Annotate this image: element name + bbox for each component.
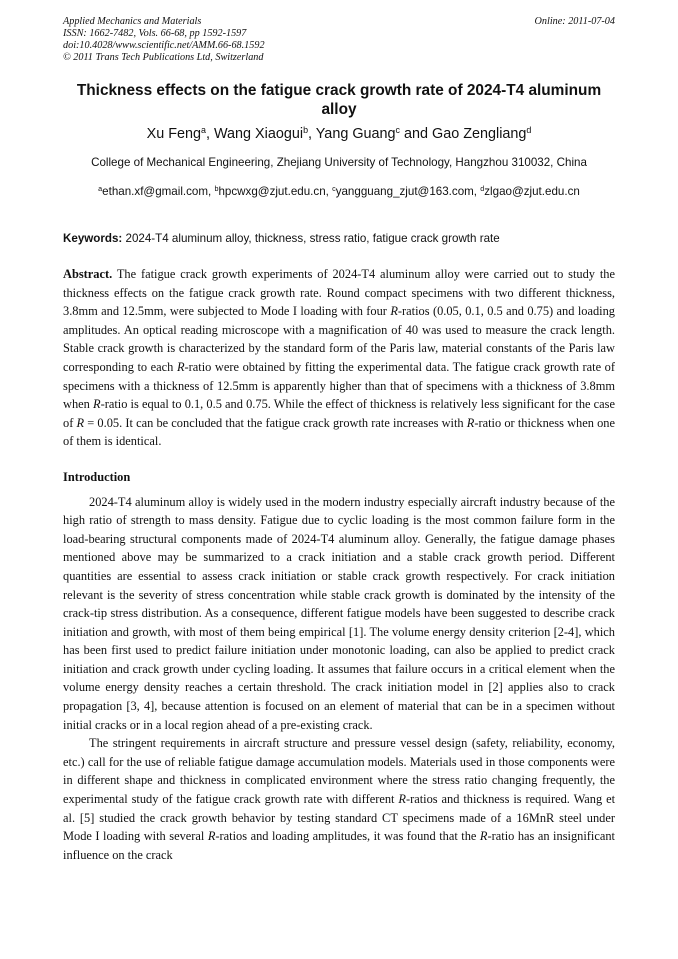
r-symbol: R (466, 415, 475, 430)
r-symbol: R (207, 829, 216, 844)
r-symbol: R (479, 829, 488, 844)
doi-line: doi:10.4028/www.scientific.net/AMM.66-68.1592 (63, 40, 265, 51)
author-name: Gao Zengliang (432, 126, 527, 142)
author-list (63, 125, 615, 143)
email-address[interactable]: yangguang_zjut@163.com (335, 185, 474, 198)
email-address[interactable]: zlgao@zjut.edu.cn (484, 185, 580, 198)
r-symbol: R (76, 415, 85, 430)
paper-body (63, 265, 615, 864)
email-separator: , (325, 185, 333, 198)
r-symbol: R (176, 359, 185, 374)
intro-text: The stringent requirements in aircraft structure and pressure vessel design (safety, reliability, economy, etc.) call for the use of reliable fatigue damage accumulation models. Materials used in those components were in different shape and thickness in complicated environment where the stress ratio changing frequently, the experimental study of the fatigue crack growth rate with different (63, 736, 615, 807)
keywords (63, 231, 615, 246)
abstract-label: Abstract. (63, 267, 113, 281)
author-and: and (399, 126, 432, 142)
r-symbol: R (398, 792, 406, 807)
section-heading-introduction: Introduction (63, 469, 131, 484)
issn-line: ISSN: 1662-7482, Vols. 66-68, pp 1592-1597 (63, 28, 247, 39)
r-symbol: R (92, 397, 101, 412)
email-sup: b (214, 184, 219, 194)
abstract-text: The fatigue crack growth experiments of 2024-T4 aluminum alloy were carried out to study the thickness effects on the fatigue crack growth rate. Round compact specimens with two different thickness, 3.8mm and 12.5mm, were subjected to Mode I loading with four (63, 267, 615, 319)
intro-text: -ratio has an insignificant influence on the crack (63, 829, 615, 862)
email-address[interactable]: hpcwxg@zjut.edu.cn (218, 185, 326, 198)
abstract-text: -ratios (0.05, 0.1, 0.5 and 0.75) and loading amplitudes. An optical reading microscope with a magnification of 40 was used to measure the crack length. Stable crack growth is characterized by the standard form of the Paris law, material constants of the Paris law corresponding to each (63, 304, 615, 374)
abstract-text: -ratio is equal to 0.1, 0.5 and 0.75. While the effect of thickness is relatively less significant for the case of (63, 397, 615, 430)
copyright-line: © 2011 Trans Tech Publications Ltd, Switzerland (63, 52, 264, 63)
email-list (63, 184, 615, 199)
keywords-text: 2024-T4 aluminum alloy, thickness, stress ratio, fatigue crack growth rate (125, 232, 500, 245)
abstract-text: = 0.05. It can be concluded that the fatigue crack growth rate increases with (84, 415, 467, 430)
abstract-text: -ratio or thickness when one of them is identical. (63, 415, 616, 449)
abstract (63, 265, 615, 451)
journal-header (63, 16, 615, 64)
online-date: Online: 2011-07-04 (534, 16, 615, 27)
author-sup: d (526, 125, 532, 136)
keywords-label: Keywords: (63, 232, 123, 245)
email-sup: a (98, 184, 103, 194)
email-sup: d (480, 184, 485, 194)
author-name: Xu Feng (146, 126, 202, 142)
author-separator: , (308, 126, 316, 142)
journal-name: Applied Mechanics and Materials (63, 16, 202, 27)
author-sup: b (303, 125, 309, 136)
email-sup: c (332, 184, 336, 194)
email-separator: , (208, 185, 215, 198)
intro-text: -ratios and loading amplitudes, it was found that the (215, 829, 480, 844)
intro-paragraph-1: 2024-T4 aluminum alloy is widely used in the modern industry especially aircraft industry because of the high ratio of strength to mass density. Fatigue due to cyclic loading is the most common failure form in the load-bearing structural components made of 2024-T4 aluminum alloy. Generally, the fatigue damage phases mentioned above may be summarized to a crack initiation and a stable crack growth period. Different quantities are essential to assess crack initiation or stable crack growth respectively. For crack initiation relevant is the severity of stress concentration while stable crack growth is dominated by the intensity of the crack-tip stress distribution. As a consequence, different fatigue models have been suggested to describe crack initiation and growth, with most of them being empirical [1]. The volume energy density criterion [2-4], which has been first used to predict failure initiation under monotonic loading, can also be applied to predict crack initiation and crack growth under cycling loading. It assumes that failure occurs in a critical element when the volume energy density reaches a certain threshold. The crack initiation model in [2] applies also to crack propagation [3, 4], because attention is focused on an element of material that can be in a specimen without initial cracks or in a local region ahead of a pre-existing crack. (63, 494, 615, 732)
author-name: Yang Guang (315, 126, 396, 142)
intro-text: -ratios and thickness is required. Wang et al. [5] studied the crack growth behavior by testing standard CT specimens made of a 16MnR steel under Mode I loading with several (63, 792, 616, 844)
email-separator: , (473, 185, 481, 198)
author-name: Wang Xiaogui (213, 126, 304, 142)
abstract-text: -ratio were obtained by fitting the experimental data. The fatigue crack growth rate of specimens with a thickness of 12.5mm is apparently higher than that of specimens with a thickness of 3.8mm when (63, 359, 615, 412)
paper-title: Thickness effects on the fatigue crack growth rate of 2024-T4 aluminum alloy (76, 82, 602, 118)
author-sup: c (395, 125, 400, 136)
intro-paragraph-2 (63, 734, 615, 864)
r-symbol: R (390, 304, 398, 319)
author-separator: , (205, 126, 214, 142)
author-sup: a (201, 125, 206, 136)
affiliation: College of Mechanical Engineering, Zhejiang University of Technology, Hangzhou 310032, China (91, 156, 587, 169)
email-address[interactable]: ethan.xf@gmail.com (102, 185, 209, 198)
